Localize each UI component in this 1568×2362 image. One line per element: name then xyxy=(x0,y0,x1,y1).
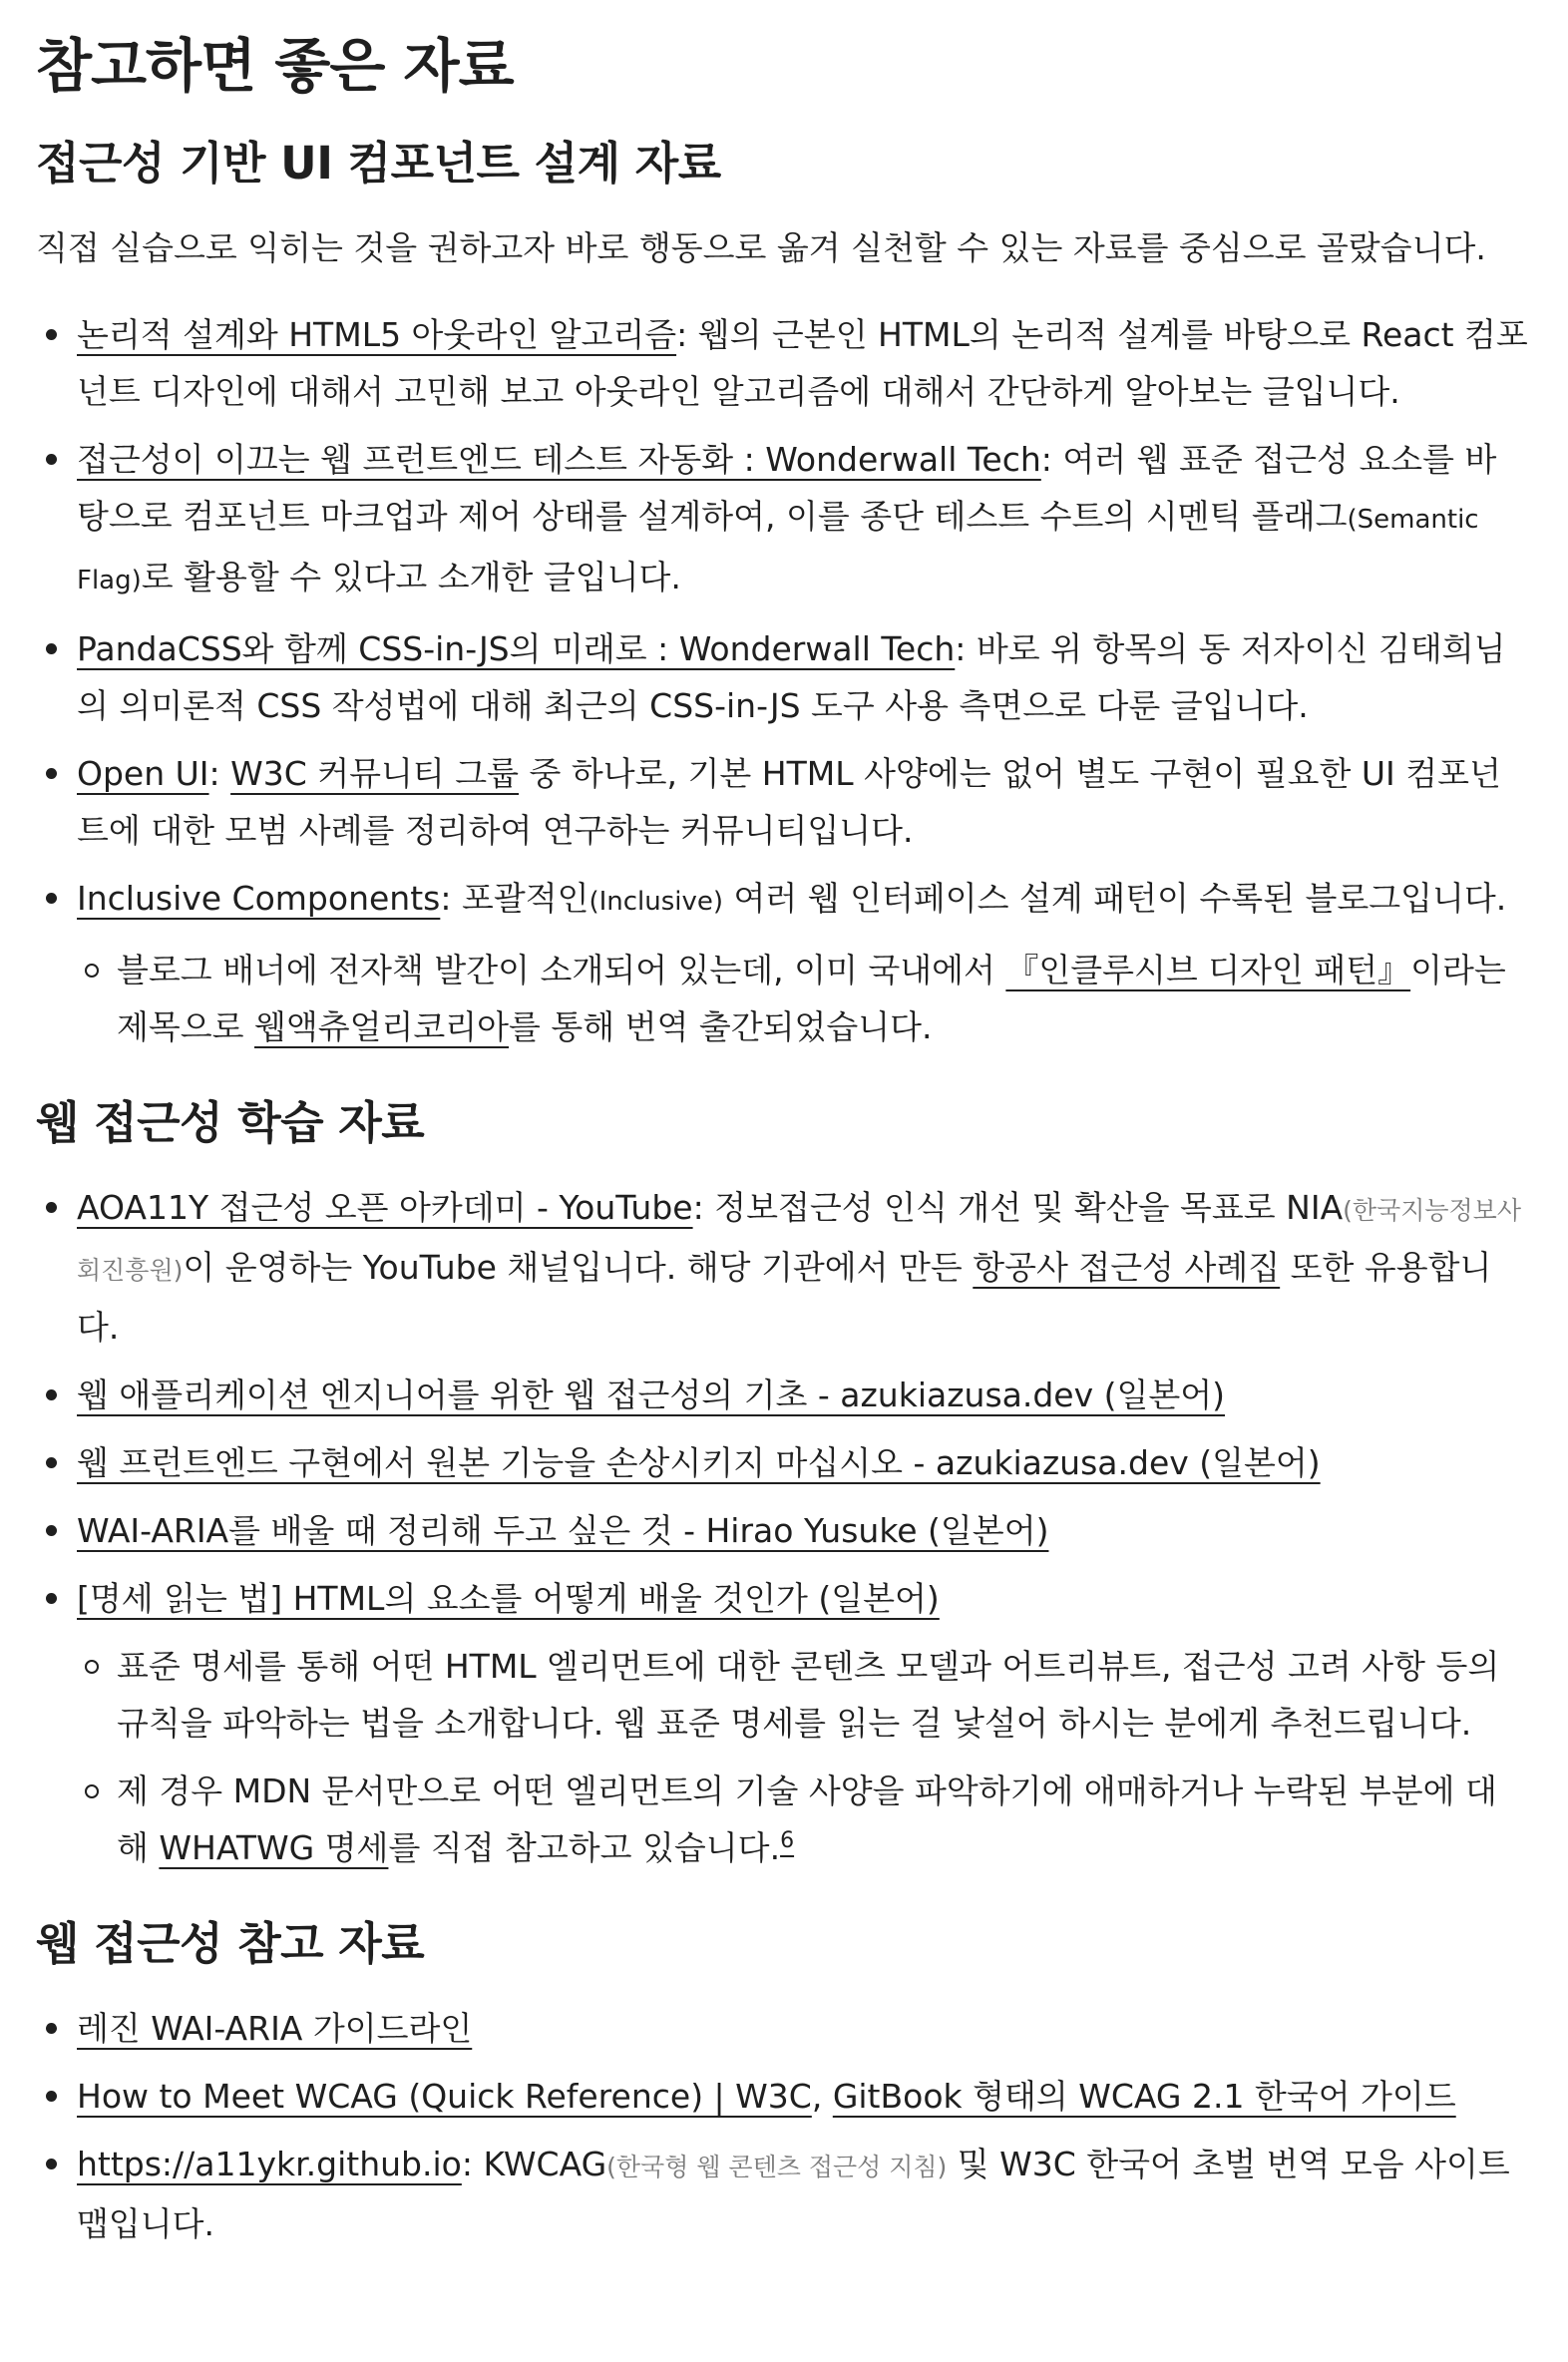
list-item xyxy=(36,1502,1528,1559)
section-intro: 직접 실습으로 익히는 것을 권하고자 바로 행동으로 옮겨 실천할 수 있는 자료를 중심으로 골랐습니다. xyxy=(36,227,1486,267)
sub-list xyxy=(77,1638,1528,1876)
list-item xyxy=(36,870,1528,1055)
link-inclusive-design-patterns-book[interactable]: 『인클루시브 디자인 패턴』 xyxy=(1005,950,1411,989)
sub-list-item xyxy=(77,1638,1528,1752)
section-heading: 접근성 기반 UI 컴포넌트 설계 자료 xyxy=(36,136,721,190)
list-item xyxy=(36,620,1528,734)
separator: , xyxy=(811,2077,833,2117)
item-note: (한국지능정보사회진흥원) xyxy=(77,1196,1521,1286)
item-description: : 정보접근성 인식 개선 및 확산을 목표로 NIA xyxy=(692,1188,1344,1228)
link-whatwg-spec[interactable]: WHATWG 명세 xyxy=(159,1828,389,1868)
item-note: (Inclusive) xyxy=(588,886,724,917)
link-open-ui[interactable]: Open UI xyxy=(77,753,209,793)
list-item xyxy=(36,1367,1528,1423)
list-item xyxy=(36,2068,1528,2125)
link-html5-outline[interactable]: 논리적 설계와 HTML5 아웃라인 알고리즘 xyxy=(77,314,677,354)
link-a11y-test-automation[interactable]: 접근성이 이끄는 웹 프런트엔드 테스트 자동화 : Wonderwall Tech xyxy=(77,439,1041,479)
link-airline-a11y-casebook[interactable]: 항공사 접근성 사례집 xyxy=(973,1248,1281,1288)
list-item xyxy=(36,2000,1528,2057)
item-description: : 바로 위 항목의 동 저자이신 김태희님의 의미론적 CSS 작성법에 대해 최근의 CSS-in-JS 도구 사용 측면으로 다룬 글입니다. xyxy=(77,628,1506,725)
link-webactually-korea[interactable]: 웹액츄얼리코리아 xyxy=(254,1006,510,1046)
list-item xyxy=(36,306,1528,420)
link-reading-spec[interactable]: [명세 읽는 법] HTML의 요소를 어떻게 배울 것인가 (일본어) xyxy=(77,1579,940,1619)
resource-list xyxy=(36,2000,1528,2252)
list-item xyxy=(36,431,1528,609)
resource-list xyxy=(36,306,1528,1055)
item-description: : 여러 웹 표준 접근성 요소를 바탕으로 컴포넌트 마크업과 제어 상태를 설계하여, 이를 종단 테스트 수트의 시멘틱 플래그 xyxy=(77,439,1497,536)
link-w3c-community-group[interactable]: W3C 커뮤니티 그룹 xyxy=(230,753,520,793)
link-azukiazusa-frontend[interactable]: 웹 프런트엔드 구현에서 원본 기능을 손상시키지 마십시오 - azukiazusa.dev (일본어) xyxy=(77,1443,1321,1483)
item-description-cont: 및 W3C 한국어 초벌 번역 모음 사이트맵입니다. xyxy=(77,2145,1510,2244)
item-description: 중 하나로, 기본 HTML 사양에는 없어 별도 구현이 필요한 UI 컴포넌트에 대한 모범 사례를 정리하여 연구하는 커뮤니티입니다. xyxy=(77,753,1501,850)
link-wcag-gitbook-ko[interactable]: GitBook 형태의 WCAG 2.1 한국어 가이드 xyxy=(832,2077,1456,2117)
link-inclusive-components[interactable]: Inclusive Components xyxy=(77,878,441,918)
separator: : xyxy=(208,753,231,793)
sub-list-item xyxy=(77,1763,1528,1876)
section-heading: 웹 접근성 학습 자료 xyxy=(36,1095,425,1149)
sub-item-text: 이라는 제목으로 xyxy=(117,950,1506,1046)
resource-list xyxy=(36,1179,1528,1876)
item-description-end: 또한 유용합니다. xyxy=(77,1248,1492,1348)
list-item xyxy=(36,745,1528,859)
sub-item-text: 를 직접 참고하고 있습니다. xyxy=(388,1828,781,1868)
section-heading: 웹 접근성 참고 자료 xyxy=(36,1917,425,1971)
item-description-cont: 이 운영하는 YouTube 채널입니다. 해당 기관에서 만든 xyxy=(183,1248,974,1288)
section-a11y-reference xyxy=(36,1916,1528,2252)
page-title: 참고하면 좋은 자료 xyxy=(36,32,514,100)
section-ui-component-design xyxy=(36,136,1528,1055)
list-item xyxy=(36,1570,1528,1876)
sub-list-item xyxy=(77,942,1528,1055)
footnote-link[interactable]: 6 xyxy=(780,1828,795,1854)
list-item xyxy=(36,2136,1528,2252)
link-lezhin-wai-aria[interactable]: 레진 WAI-ARIA 가이드라인 xyxy=(77,2009,473,2049)
link-wcag-quickref[interactable]: How to Meet WCAG (Quick Reference) | W3C xyxy=(77,2077,812,2117)
list-item xyxy=(36,1179,1528,1356)
item-description: : 웹의 근본인 HTML의 논리적 설계를 바탕으로 React 컴포넌트 디자인에 대해서 고민해 보고 아웃라인 알고리즘에 대해서 간단하게 알아보는 글입니다. xyxy=(77,314,1528,411)
item-description-cont: 여러 웹 인터페이스 설계 패턴이 수록된 블로그입니다. xyxy=(723,878,1507,918)
sub-list xyxy=(77,942,1528,1055)
link-aoa11y-youtube[interactable]: AOA11Y 접근성 오픈 아카데미 - YouTube xyxy=(77,1188,693,1228)
list-item xyxy=(36,1434,1528,1491)
link-a11ykr-github[interactable]: https://a11ykr.github.io xyxy=(77,2145,462,2184)
link-pandacss[interactable]: PandaCSS와 함께 CSS-in-JS의 미래로 : Wonderwall Tech xyxy=(77,628,956,668)
sub-item-text: 를 통해 번역 출간되었습니다. xyxy=(509,1006,933,1046)
link-azukiazusa-basics[interactable]: 웹 애플리케이션 엔지니어를 위한 웹 접근성의 기초 - azukiazusa.dev (일본어) xyxy=(77,1376,1226,1415)
item-description: : 포괄적인 xyxy=(440,878,589,918)
item-description: : KWCAG xyxy=(461,2145,607,2184)
sub-item-text: 블로그 배너에 전자책 발간이 소개되어 있는데, 이미 국내에서 xyxy=(117,950,1006,989)
link-hirao-wai-aria[interactable]: WAI-ARIA를 배울 때 정리해 두고 싶은 것 - Hirao Yusuke (일본어) xyxy=(77,1511,1049,1551)
sub-item-text: 표준 명세를 통해 어떤 HTML 엘리먼트에 대한 콘텐츠 모델과 어트리뷰트, 접근성 고려 사항 등의 규칙을 파악하는 법을 소개합니다. 웹 표준 명세를 읽는 걸 낯설어 하시는 분에게 추천드립니다. xyxy=(117,1647,1500,1744)
item-note: (한국형 웹 콘텐츠 접근성 지침) xyxy=(606,2153,948,2182)
section-a11y-learning xyxy=(36,1095,1528,1876)
item-note: (Semantic Flag) xyxy=(77,504,1479,595)
item-description-cont: 로 활용할 수 있다고 소개한 글입니다. xyxy=(141,557,681,596)
sub-item-text: 제 경우 MDN 문서만으로 어떤 엘리먼트의 기술 사양을 파악하기에 애매하거나 누락된 부분에 대해 xyxy=(117,1772,1497,1868)
